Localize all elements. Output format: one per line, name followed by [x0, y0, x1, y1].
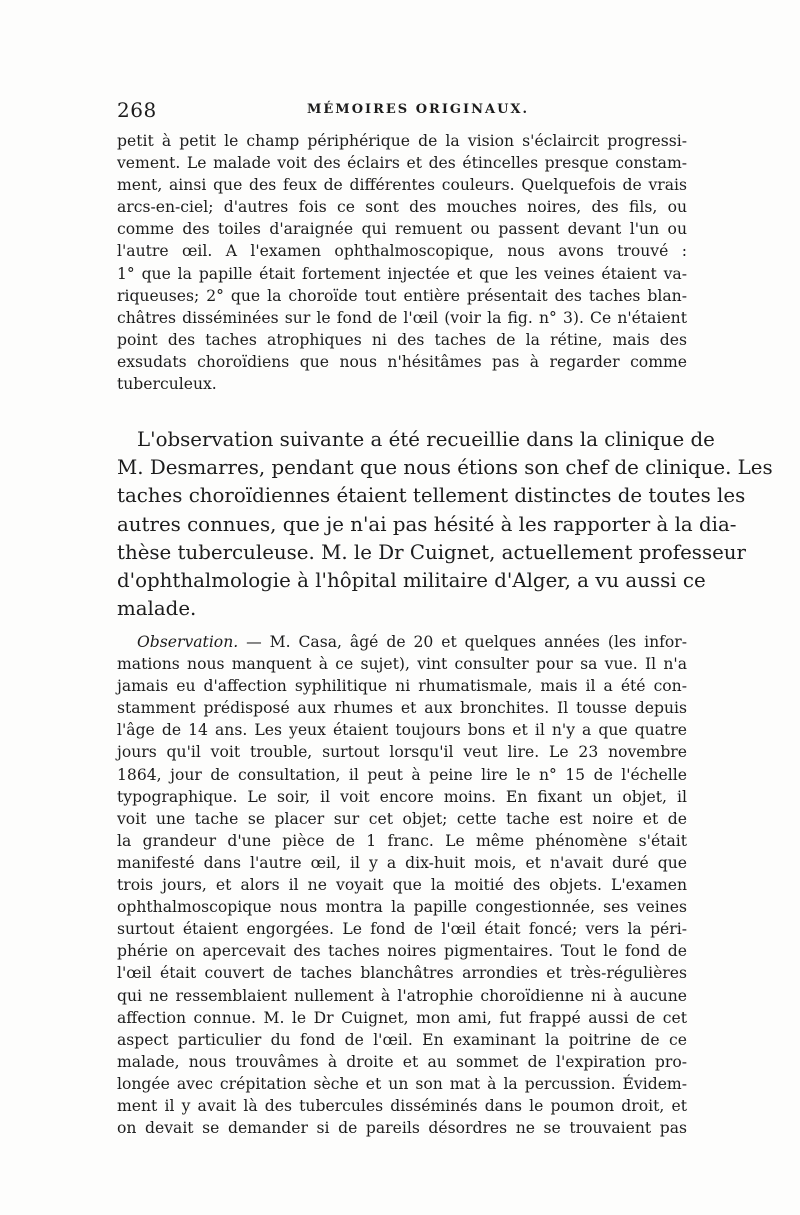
- text-line: point des taches atrophiques ni des taches de la rétine, mais des: [117, 330, 687, 349]
- page-number: 268: [117, 98, 157, 122]
- text-line: tuberculeux.: [117, 375, 217, 394]
- observation-label: Observation.: [137, 633, 239, 651]
- text-line: on devait se demander si de pareils désordres ne se trouvaient pas: [117, 1119, 687, 1138]
- text-line: ment il y avait là des tubercules disséminés dans le poumon droit, et: [117, 1096, 687, 1115]
- text-line: stamment prédisposé aux rhumes et aux bronchites. Il tousse depuis: [117, 699, 687, 718]
- text-line: qui ne ressemblaient nullement à l'atrophie choroïdienne ni à aucune: [117, 986, 687, 1005]
- text-line: autres connues, que je n'ai pas hésité à les rapporter à la dia-: [117, 512, 737, 536]
- paragraph-continued-case: [117, 130, 687, 395]
- text-line: 1864, jour de consultation, il peut à peine lire le n° 15 de l'échelle: [117, 765, 687, 784]
- observation-first-line: — M. Casa, âgé de 20 et quelques années (les infor-: [238, 633, 687, 651]
- text-line: arcs-en-ciel; d'autres fois ce sont des mouches noires, des fils, ou: [117, 198, 687, 217]
- paragraph-introduction: [117, 426, 773, 623]
- text-line: surtout étaient engorgées. Le fond de l'œil était foncé; vers la péri-: [117, 920, 687, 939]
- text-line: malade, nous trouvâmes à droite et au sommet de l'expiration pro-: [117, 1052, 687, 1071]
- text-line: 1° que la papille était fortement injectée et que les veines étaient va-: [117, 264, 687, 283]
- text-line: petit à petit le champ périphérique de la vision s'éclaircit progressi-: [117, 132, 687, 150]
- text-line: l'œil était couvert de taches blanchâtres arrondies et très-régulières: [117, 964, 687, 983]
- text-line: jamais eu d'affection syphilitique ni rhumatismale, mais il a été con-: [117, 677, 687, 696]
- text-line: la grandeur d'une pièce de 1 franc. Le même phénomène s'était: [117, 831, 687, 850]
- text-line: manifesté dans l'autre œil, il y a dix-huit mois, et n'avait duré que: [117, 853, 687, 872]
- text-line: longée avec crépitation sèche et un son mat à la percussion. Évidem-: [117, 1074, 687, 1093]
- text-line: l'âge de 14 ans. Les yeux étaient toujours bons et il n'y a que quatre: [117, 721, 687, 740]
- text-line: mations nous manquent à ce sujet), vint consulter pour sa vue. Il n'a: [117, 655, 687, 674]
- text-line: vement. Le malade voit des éclairs et des étincelles presque constam-: [117, 154, 687, 173]
- text-line: phérie on apercevait des taches noires pigmentaires. Tout le fond de: [117, 942, 687, 961]
- text-line: taches choroïdiennes étaient tellement distinctes de toutes les: [117, 484, 746, 508]
- text-line: d'ophthalmologie à l'hôpital militaire d'Alger, a vu aussi ce: [117, 569, 706, 593]
- text-line: aspect particulier du fond de l'œil. En examinant la poitrine de ce: [117, 1030, 687, 1049]
- text-line: thèse tuberculeuse. M. le Dr Cuignet, actuellement professeur: [117, 540, 747, 564]
- text-line: ophthalmoscopique nous montra la papille congestionnée, ses veines: [117, 898, 687, 917]
- text-line: voit une tache se placer sur cet objet; cette tache est noire et de: [117, 809, 687, 828]
- text-line: typographique. Le soir, il voit encore moins. En fixant un objet, il: [117, 787, 687, 806]
- paragraph-observation: [117, 631, 687, 1139]
- text-line: L'observation suivante a été recueillie dans la clinique de: [137, 428, 715, 451]
- text-line: l'autre œil. A l'examen ophthalmoscopique, nous avons trouvé :: [117, 242, 687, 261]
- text-line: trois jours, et alors il ne voyait que la moitié des objets. L'examen: [117, 876, 687, 895]
- running-title: MÉMOIRES ORIGINAUX.: [307, 102, 530, 117]
- text-line: malade.: [117, 597, 197, 621]
- text-line: riqueuses; 2° que la choroïde tout entière présentait des taches blan-: [117, 286, 687, 305]
- text-line: M. Desmarres, pendant que nous étions son chef de clinique. Les: [117, 456, 773, 480]
- text-line: ment, ainsi que des feux de différentes couleurs. Quelquefois de vrais: [117, 176, 687, 195]
- text-line: châtres disséminées sur le fond de l'œil (voir la fig. n° 3). Ce n'étaient: [117, 308, 687, 327]
- text-line: comme des toiles d'araignée qui remuent ou passent devant l'un ou: [117, 220, 687, 239]
- text-line: exsudats choroïdiens que nous n'hésitâmes pas à regarder comme: [117, 352, 687, 371]
- text-line: jours qu'il voit trouble, surtout lorsqu'il veut lire. Le 23 novembre: [117, 743, 687, 762]
- running-header: [117, 98, 687, 122]
- text-line: [117, 631, 687, 653]
- text-line: affection connue. M. le Dr Cuignet, mon ami, fut frappé aussi de cet: [117, 1008, 687, 1027]
